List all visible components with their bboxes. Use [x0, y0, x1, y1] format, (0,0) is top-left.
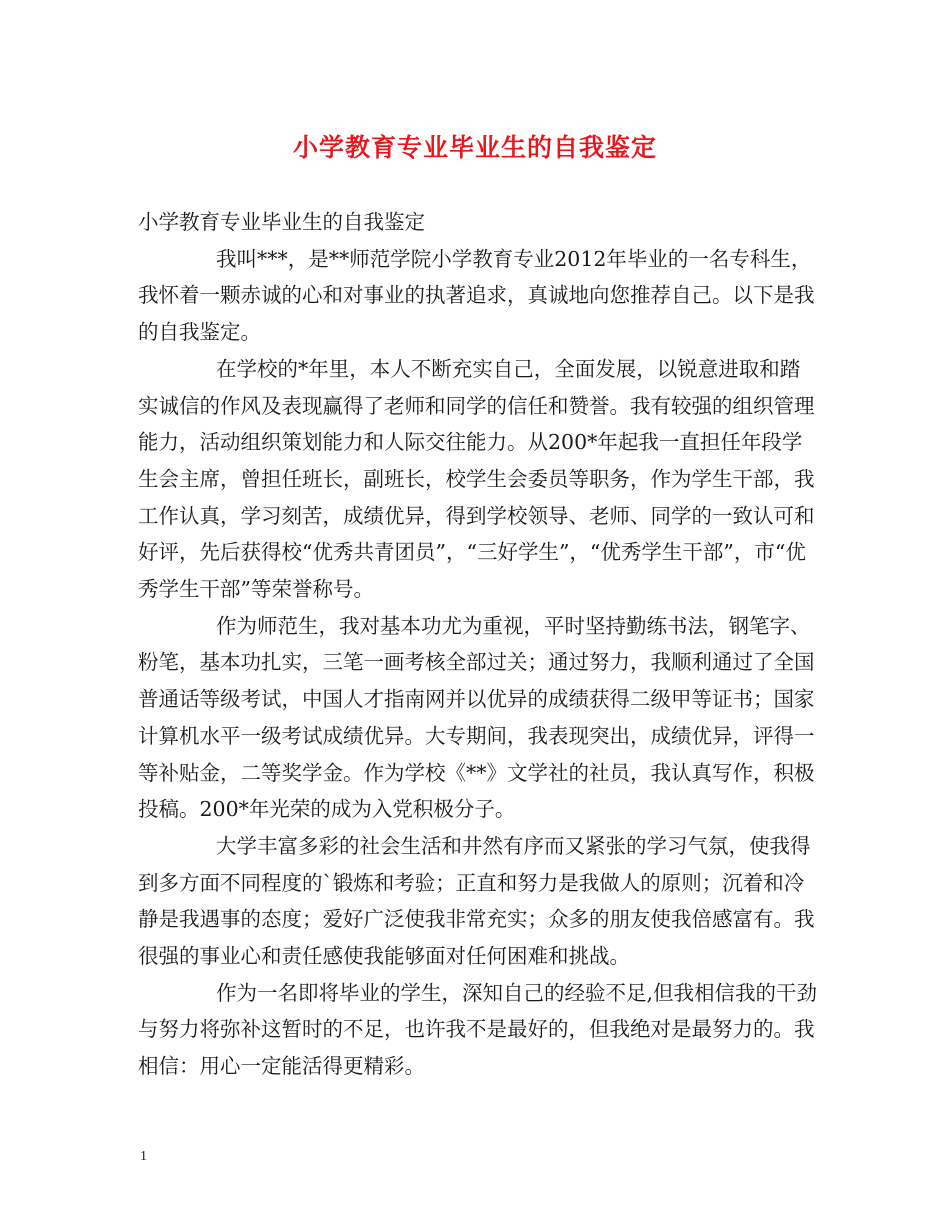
paragraph-college-life: 大学丰富多彩的社会生活和井然有序而又紧张的学习气氛，使我得到多方面不同程度的`锻炼和考验；正直和努力是我做人的原则；沉着和冷静是我遇事的态度；爱好广泛使我非常充实；众多的朋友使我倍感富有。我很强的事业心和责任感使我能够面对任何困难和挑战。	[138, 833, 815, 969]
document-body	[138, 204, 820, 1085]
page-number: 1	[140, 1149, 147, 1164]
paragraph-intro: 我叫***，是**师范学院小学教育专业2012年毕业的一名专科生，我怀着一颗赤诚的心和对事业的执著追求，真诚地向您推荐自己。以下是我的自我鉴定。	[138, 246, 815, 345]
paragraph-basic-skills: 作为师范生，我对基本功尤为重视，平时坚持勤练书法，钢笔字、粉笔，基本功扎实，三笔一画考核全部过关；通过努力，我顺利通过了全国普通话等级考试，中国人才指南网并以优异的成绩获得二级甲等证书；国家计算机水平一级考试成绩优异。大专期间，我表现突出，成绩优异，评得一等补贴金，二等奖学金。作为学校《**》文学社的社员，我认真写作，积极投稿。200*年光荣的成为入党积极分子。	[138, 613, 815, 822]
paragraph-school-performance: 在学校的*年里，本人不断充实自己，全面发展，以锐意进取和踏实诚信的作风及表现赢得了老师和同学的信任和赞誉。我有较强的组织管理能力，活动组织策划能力和人际交往能力。从200*年起我一直担任年段学生会主席，曾担任班长，副班长，校学生会委员等职务，作为学生干部，我工作认真，学习刻苦，成绩优异，得到学校领导、老师、同学的一致认可和好评，先后获得校“优秀共青团员”，“三好学生”，“优秀学生干部”，市“优秀学生干部”等荣誉称号。	[138, 356, 815, 602]
paragraph-conclusion: 作为一名即将毕业的学生，深知自己的经验不足,但我相信我的干劲与努力将弥补这暂时的不足，也许我不是最好的，但我绝对是最努力的。我相信：用心一定能活得更精彩。	[138, 980, 818, 1079]
page-title: 小学教育专业毕业生的自我鉴定	[292, 133, 657, 162]
document-subtitle: 小学教育专业毕业生的自我鉴定	[138, 210, 425, 234]
